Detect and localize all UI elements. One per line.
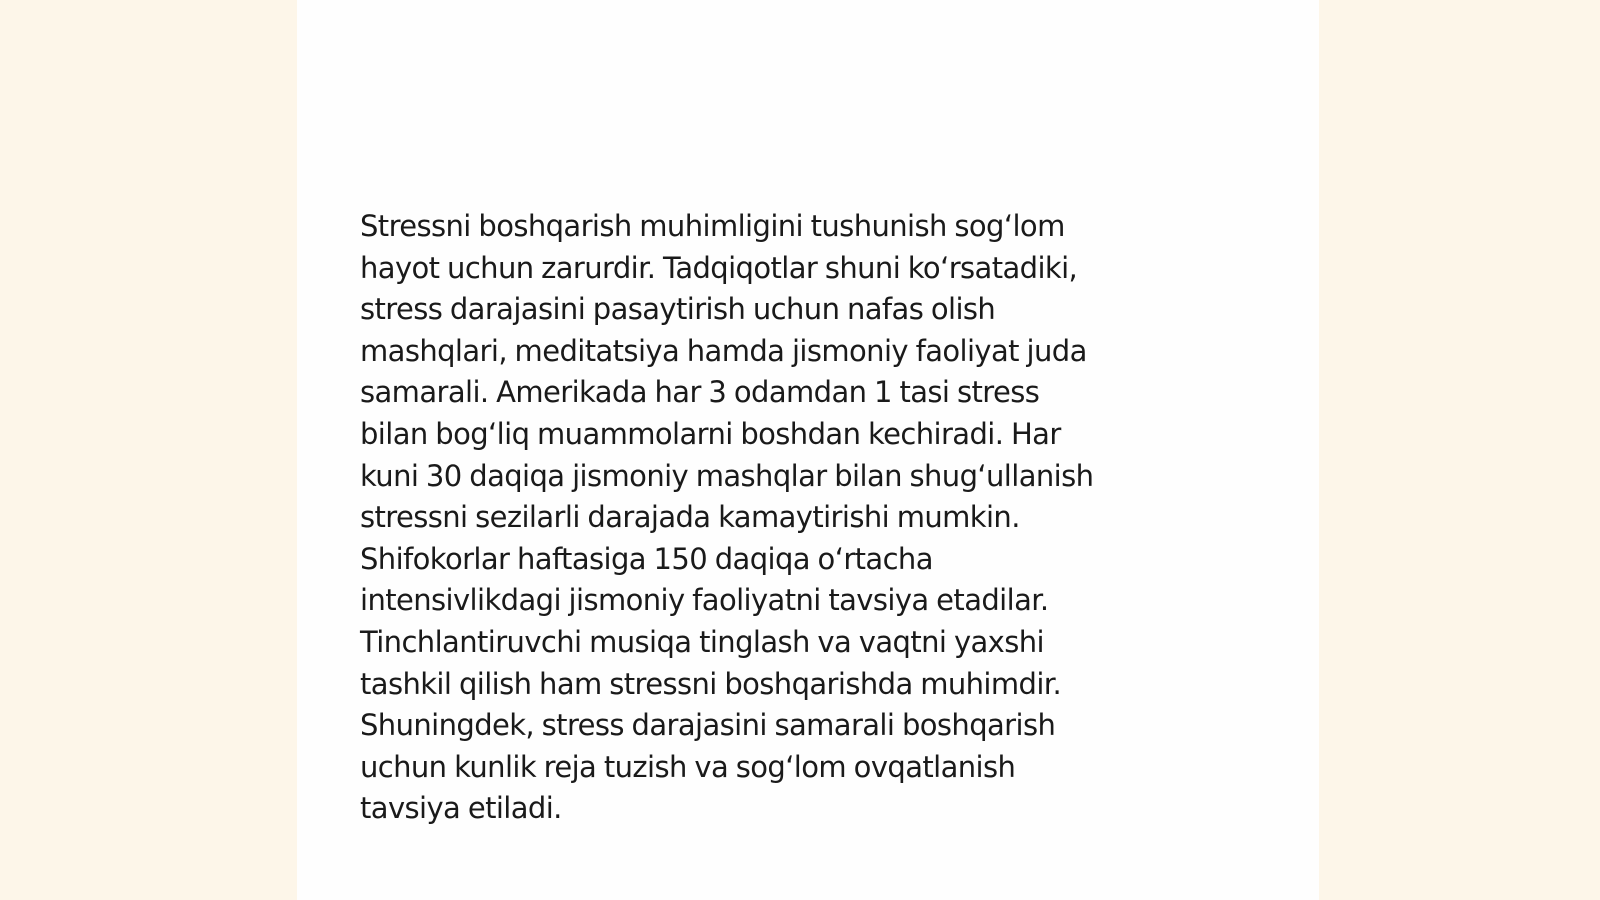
text-line: tavsiya etiladi. <box>360 791 562 826</box>
text-line: stress darajasini pasaytirish uchun nafas olish <box>360 292 996 327</box>
text-line: Stressni boshqarish muhimligini tushunish sogʻlom <box>360 209 1065 243</box>
document-page <box>297 0 1319 900</box>
text-line: Shuningdek, stress darajasini samarali boshqarish <box>360 708 1056 743</box>
text-line: tashkil qilish ham stressni boshqarishda muhimdir. <box>360 666 1062 701</box>
text-line: uchun kunlik reja tuzish va sogʻlom ovqatlanish <box>360 749 1016 784</box>
text-line: kuni 30 daqiqa jismoniy mashqlar bilan shugʻullanish <box>360 458 1094 493</box>
text-line: mashqlari, meditatsiya hamda jismoniy faoliyat juda <box>360 333 1087 368</box>
text-line: hayot uchun zarurdir. Tadqiqotlar shuni koʻrsatadiki, <box>360 250 1078 285</box>
text-line: Tinchlantiruvchi musiqa tinglash va vaqtni yaxshi <box>360 624 1044 659</box>
text-line: bilan bogʻliq muammolarni boshdan kechiradi. Har <box>360 416 1061 451</box>
text-line: intensivlikdagi jismoniy faoliyatni tavsiya etadilar. <box>360 583 1049 618</box>
text-line: stressni sezilarli darajada kamaytirishi mumkin. <box>360 500 1020 535</box>
body-paragraph <box>360 206 1230 830</box>
text-line: Shifokorlar haftasiga 150 daqiqa oʻrtacha <box>360 541 933 576</box>
text-line: samarali. Amerikada har 3 odamdan 1 tasi stress <box>360 375 1040 410</box>
